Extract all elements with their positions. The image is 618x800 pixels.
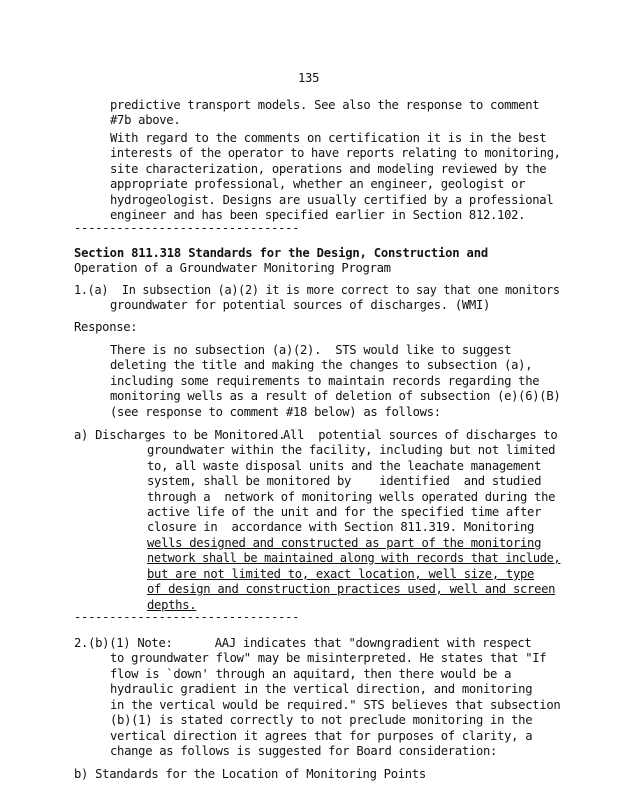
section-heading: Section 811.318 Standards for the Design, Construction and xyxy=(74,246,488,260)
comment-1-line-1: 1.(a) In subsection (a)(2) it is more correct to say that one monitors xyxy=(74,283,560,297)
proposed-line-5: active life of the unit and for the specified time after xyxy=(147,505,542,519)
proposed-line-9-underlined: but are not limited to, exact location, well size, type xyxy=(147,567,535,581)
section-subheading: Operation of a Groundwater Monitoring Program xyxy=(74,261,391,275)
comment-2-line-4: hydraulic gradient in the vertical direction, and monitoring xyxy=(110,682,533,696)
comment-1-line-2: groundwater for potential sources of discharges. (WMI) xyxy=(110,298,491,312)
proposed-line-6-underlined: closure in accordance with Section 811.319. Monitoring xyxy=(147,520,535,534)
comment-2-line-7: vertical direction it agrees that for purposes of clarity, a xyxy=(110,729,533,743)
certification-line-1: With regard to the comments on certification it is in the best xyxy=(110,131,547,145)
certification-line-3: site characterization, operations and modeling reviewed by the xyxy=(110,162,547,176)
proposed-line-1: groundwater within the facility, including but not limited xyxy=(147,443,556,457)
proposed-line-8-underlined: network shall be maintained along with records that include, xyxy=(147,551,561,565)
intro-line-2: #7b above. xyxy=(110,113,181,127)
separator-line-2: -------------------------------- xyxy=(74,610,300,624)
response-line-5: (see response to comment #18 below) as follows: xyxy=(110,405,441,419)
comment-2-line-3: flow is `down' through an aquitard, then there would be a xyxy=(110,667,512,681)
proposed-line-11-underlined: depths. xyxy=(147,598,197,612)
comment-2-line-5: in the vertical would be required." STS believes that subsection xyxy=(110,698,561,712)
proposed-line-7-underlined: wells designed and constructed as part of the monitoring xyxy=(147,536,542,550)
response-line-4: monitoring wells as a result of deletion of subsection (e)(6)(B) xyxy=(110,389,561,403)
proposed-label: a) Discharges to be Monitored. xyxy=(74,428,286,442)
subsection-b-heading: b) Standards for the Location of Monitoring Points xyxy=(74,767,426,781)
proposed-line-3-struck: system, shall be monitored by identified and studied xyxy=(147,474,542,488)
comment-2-line-1: 2.(b)(1) Note: AAJ indicates that "downgradient with respect xyxy=(74,636,532,650)
response-label: Response: xyxy=(74,320,138,334)
comment-2-line-2: to groundwater flow" may be misinterpreted. He states that "If xyxy=(110,651,547,665)
proposed-line-4: through a network of monitoring wells operated during the xyxy=(147,490,556,504)
intro-line-1: predictive transport models. See also the response to comment xyxy=(110,98,540,112)
comment-2-line-6: (b)(1) is stated correctly to not preclude monitoring in the xyxy=(110,713,533,727)
comment-2-line-8: change as follows is suggested for Board consideration: xyxy=(110,744,498,758)
proposed-line-10-underlined: of design and construction practices used, well and screen xyxy=(147,582,556,596)
certification-line-6: engineer and has been specified earlier in Section 812.102. xyxy=(110,208,526,222)
response-line-3: including some requirements to maintain records regarding the xyxy=(110,374,540,388)
certification-line-4: appropriate professional, whether an engineer, geologist or xyxy=(110,177,526,191)
response-line-1: There is no subsection (a)(2). STS would like to suggest xyxy=(110,343,512,357)
proposed-first-line: All potential sources of discharges to xyxy=(283,428,558,442)
page-number: 135 xyxy=(298,71,320,85)
certification-line-2: interests of the operator to have reports relating to monitoring, xyxy=(110,146,561,160)
certification-line-5: hydrogeologist. Designs are usually certified by a professional xyxy=(110,193,554,207)
separator-line: -------------------------------- xyxy=(74,221,300,235)
proposed-line-2: to, all waste disposal units and the leachate management xyxy=(147,459,542,473)
response-line-2: deleting the title and making the changes to subsection (a), xyxy=(110,358,533,372)
